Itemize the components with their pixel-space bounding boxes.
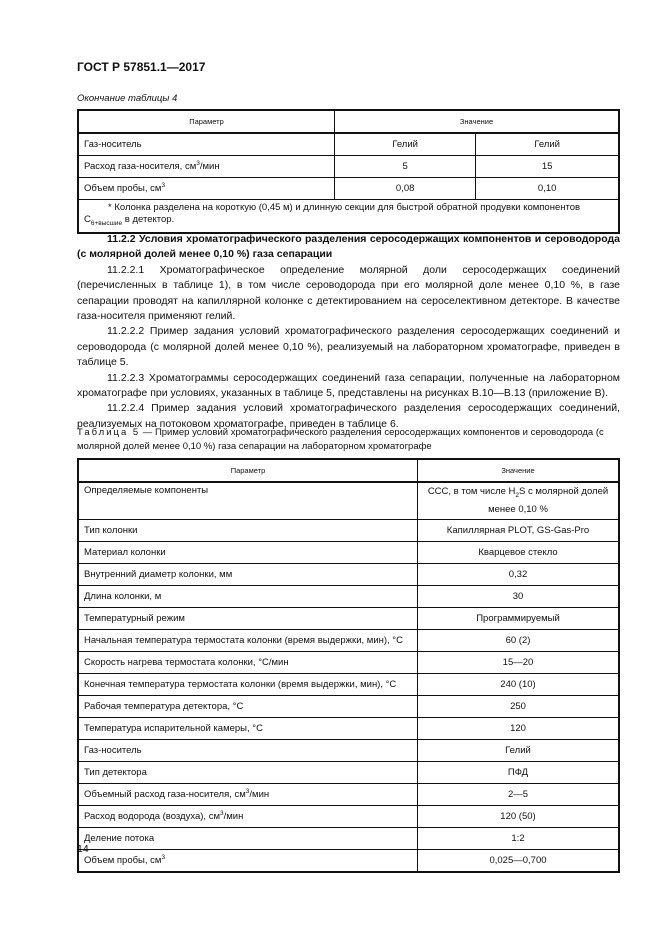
param-cell: Внутренний диаметр колонки, мм (78, 563, 418, 585)
param-cell: Определяемые компоненты (78, 482, 418, 519)
param-cell: Конечная температура термостата колонки (время выдержки, мин), °С (78, 673, 418, 695)
param-cell: Начальная температура термостата колонки (время выдержки, мин), °С (78, 629, 418, 651)
param-cell: Рабочая температура детектора, °С (78, 695, 418, 717)
table-row (78, 133, 619, 156)
header-cell: Значение (335, 110, 620, 133)
value-cell: 0,10 (476, 178, 619, 200)
table-row (78, 607, 619, 629)
value-cell: Капиллярная PLOT, GS-Gas-Pro (418, 519, 620, 541)
param-cell: Деление потока (78, 827, 418, 849)
value-cell: 120 (50) (418, 805, 620, 827)
table-row (78, 849, 619, 872)
value-cell: 240 (10) (418, 673, 620, 695)
value-cell: 250 (418, 695, 620, 717)
value-cell: 15—20 (418, 651, 620, 673)
table-row (78, 482, 619, 519)
table-row (78, 717, 619, 739)
table-5-caption: Таблица 5 — Пример условий хроматографического разделения серосодержащих компонентов и сероводорода (с молярной долей менее 0,10 %) газа сепарации на лабораторном хроматографе (77, 427, 604, 452)
table-row (78, 563, 619, 585)
paragraph: 11.2.2.1 Хроматографическое определение молярной доли серосодержащих соединений (перечисленных в таблице 1), в том числе сероводорода при его молярной доле менее 0,10 %, в газе сепарации проводят на капиллярной колонке с детектированием на сероселективном детекторе. В качестве газа-носителя применяют гелий. (77, 263, 620, 323)
paragraph: 11.2.2.3 Хроматограммы серосодержащих соединений газа сепарации, полученные на лабораторном хроматографе при условиях, указанных в таблице 5, представлены на рисунках В.10—В.13 (приложение В). (77, 371, 620, 400)
table-header-row (78, 459, 619, 482)
section-text (77, 232, 620, 432)
param-cell: Тип детектора (78, 761, 418, 783)
table-row (78, 805, 619, 827)
table-row (78, 739, 619, 761)
param-cell: Материал колонки (78, 541, 418, 563)
value-cell: Программируемый (418, 607, 620, 629)
value-cell: 2—5 (418, 783, 620, 805)
param-cell: Газ-носитель (78, 739, 418, 761)
param-cell: Температурный режим (78, 607, 418, 629)
table-row (78, 629, 619, 651)
document-header: ГОСТ Р 57851.1—2017 (77, 60, 206, 74)
table-row (78, 156, 619, 178)
table-row (78, 783, 619, 805)
table-5 (77, 458, 620, 873)
param-cell: Расход водорода (воздуха), $см^3$/мин (78, 805, 418, 827)
table-row (78, 761, 619, 783)
table-note-row (78, 200, 619, 233)
value-cell: ССС, в том числе $H_2S$ с молярной долей менее 0,10 % (418, 482, 620, 519)
header-cell: Значение (418, 459, 620, 482)
param-cell: Расход газа-носителя, $см^3$/мин (78, 156, 335, 178)
param-cell: Тип колонки (78, 519, 418, 541)
paragraph: 11.2.2.2 Пример задания условий хроматографического разделения серосодержащих соединений и сероводорода (с молярной долей менее 0,10 %), реализуемый на лабораторном хроматографе, приведен в таблице 5. (77, 325, 620, 369)
table-4 (77, 109, 620, 234)
value-cell: ПФД (418, 761, 620, 783)
section-heading: 11.2.2 Условия хроматографического разделения серосодержащих компонентов и сероводорода (с молярной долей менее 0,10 %) газа сепарации (77, 233, 620, 261)
value-cell: 0,32 (418, 563, 620, 585)
param-cell: Объем пробы, $см^3$ (78, 178, 335, 200)
value-cell: 5 (335, 156, 476, 178)
table-header-row (78, 110, 619, 133)
value-cell: 0,025—0,700 (418, 849, 620, 872)
table-row (78, 541, 619, 563)
value-cell: 1:2 (418, 827, 620, 849)
table-row (78, 178, 619, 200)
page-number: 14 (77, 843, 89, 855)
param-cell: Длина колонки, м (78, 585, 418, 607)
value-cell: 30 (418, 585, 620, 607)
table-row (78, 673, 619, 695)
table-row (78, 585, 619, 607)
table-continuation-label: Окончание таблицы 4 (77, 93, 178, 104)
value-cell: Кварцевое стекло (418, 541, 620, 563)
table-row (78, 651, 619, 673)
header-cell: Параметр (78, 110, 335, 133)
value-cell: 120 (418, 717, 620, 739)
param-cell: Газ-носитель (78, 133, 335, 156)
header-cell: Параметр (78, 459, 418, 482)
value-cell: Гелий (418, 739, 620, 761)
param-cell: Температура испарительной камеры, °С (78, 717, 418, 739)
param-cell: Объем пробы, $см^3$ (78, 849, 418, 872)
value-cell: Гелий (335, 133, 476, 156)
table-row (78, 519, 619, 541)
table-note: * Колонка разделена на короткую (0,45 м) и длинную секции для быстрой обратной продувки компонентов $C_{6+высшие}$ в детектор. (78, 200, 619, 233)
param-cell: Объемный расход газа-носителя, $см^3$/мин (78, 783, 418, 805)
value-cell: 15 (476, 156, 619, 178)
value-cell: Гелий (476, 133, 619, 156)
table-row (78, 827, 619, 849)
value-cell: 60 (2) (418, 629, 620, 651)
param-cell: Скорость нагрева термостата колонки, °С/мин (78, 651, 418, 673)
table-row (78, 695, 619, 717)
value-cell: 0,08 (335, 178, 476, 200)
paragraph: 11.2.2.4 Пример задания условий хроматографического разделения серосодержащих соединений, реализуемых на потоковом хроматографе, приведен в таблице 6. (77, 402, 620, 430)
